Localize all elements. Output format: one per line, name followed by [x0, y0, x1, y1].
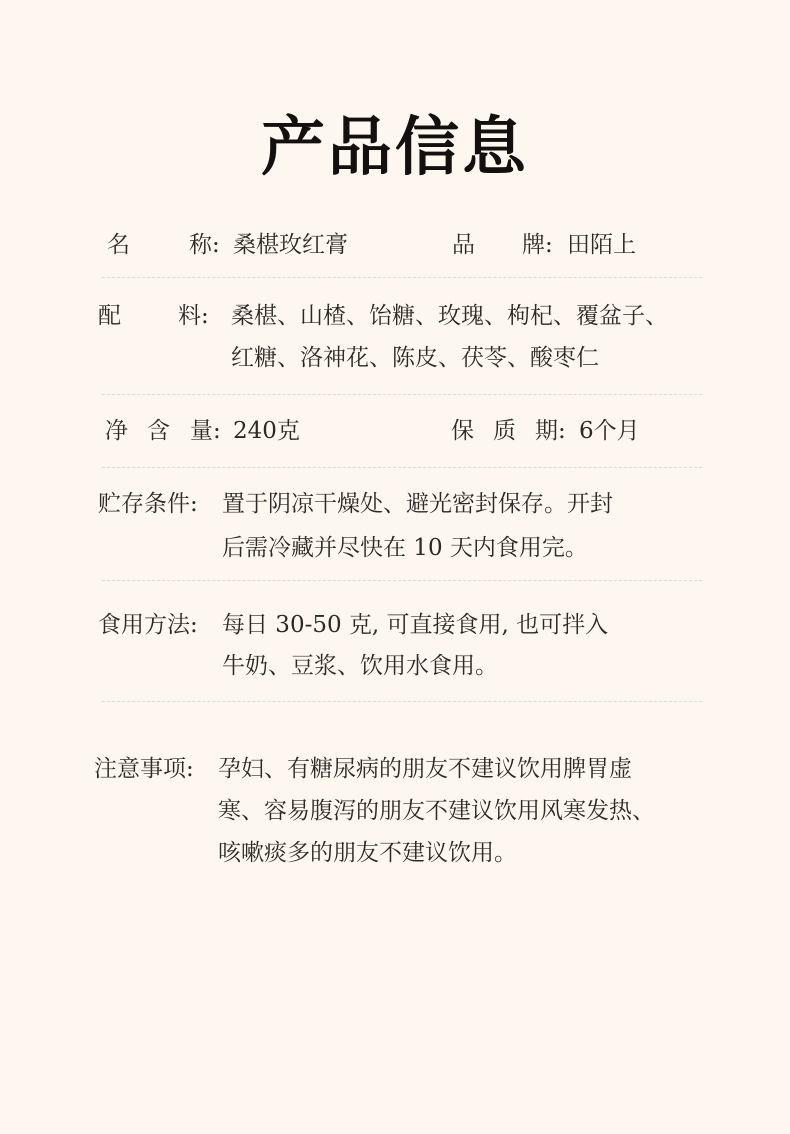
page-title: 产品信息 — [261, 110, 529, 185]
storage-line-1: 置于阴凉干燥处、避光密封保存。开封 — [222, 491, 613, 517]
shelf-life-label-part3: 期: — [535, 418, 566, 444]
net-content-label-part3: 量: — [190, 418, 221, 444]
divider — [102, 394, 702, 395]
name-label-part1: 名 — [107, 232, 130, 258]
brand-label-part1: 品 — [452, 232, 475, 258]
name-label-part2: 称: — [189, 232, 220, 258]
ingredients-label-part2: 料: — [178, 303, 209, 329]
usage-label: 食用方法: — [98, 612, 198, 638]
shelf-life-label-part2: 质 — [493, 418, 516, 444]
net-content-label-part1: 净 — [105, 418, 128, 444]
brand-label-part2: 牌: — [522, 232, 553, 258]
divider — [102, 277, 702, 278]
storage-label: 贮存条件: — [98, 491, 198, 517]
notes-line-2: 寒、容易腹泻的朋友不建议饮用风寒发热、 — [218, 798, 655, 824]
divider — [102, 701, 702, 702]
divider — [102, 467, 702, 468]
shelf-life-label-part1: 保 — [451, 418, 474, 444]
notes-line-3: 咳嗽痰多的朋友不建议饮用。 — [218, 840, 517, 866]
net-content-label-part2: 含 — [147, 418, 170, 444]
brand-value: 田陌上 — [567, 232, 636, 258]
notes-line-1: 孕妇、有糖尿病的朋友不建议饮用脾胃虚 — [218, 756, 632, 782]
name-value: 桑椹玫红膏 — [233, 232, 348, 258]
ingredients-line-1: 桑椹、山楂、饴糖、玫瑰、枸杞、覆盆子、 — [231, 303, 668, 329]
net-content-value: 240克 — [233, 418, 300, 444]
storage-line-2: 后需冷藏并尽快在 10 天内食用完。 — [222, 535, 588, 561]
shelf-life-value: 6个月 — [579, 418, 640, 444]
usage-line-1: 每日 30-50 克, 可直接食用, 也可拌入 — [222, 612, 609, 638]
notes-label: 注意事项: — [94, 756, 194, 782]
ingredients-line-2: 红糖、洛神花、陈皮、茯苓、酸枣仁 — [231, 345, 599, 371]
usage-line-2: 牛奶、豆浆、饮用水食用。 — [222, 653, 498, 679]
ingredients-label-part1: 配 — [98, 303, 121, 329]
divider — [102, 580, 702, 581]
